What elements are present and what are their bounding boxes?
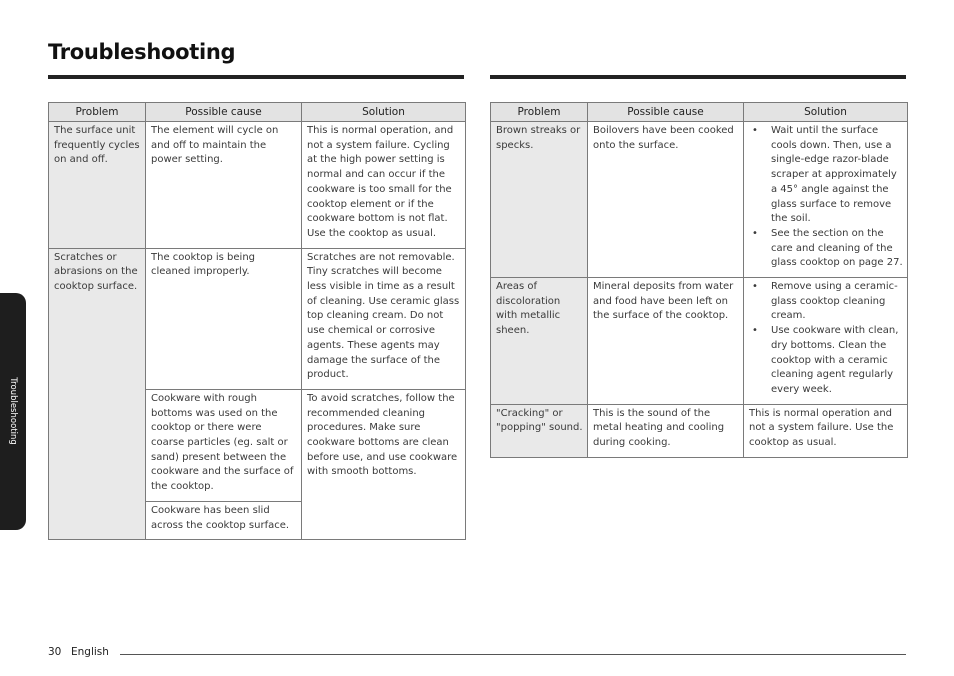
language-label: English <box>71 646 109 658</box>
troubleshooting-table-right <box>490 102 908 458</box>
column-header-cause: Possible cause <box>588 103 744 122</box>
cause-cell: The element will cycle on and off to maintain the power setting. <box>146 122 302 249</box>
table-row <box>491 404 908 457</box>
solution-cell: This is normal operation and not a system failure. Use the cooktop as usual. <box>744 404 908 457</box>
cause-cell: Mineral deposits from water and food have been left on the surface of the cooktop. <box>588 278 744 405</box>
solution-bullet-list <box>749 124 903 271</box>
solution-cell: This is normal operation, and not a system failure. Cycling at the high power setting is normal and can occur if the cookware is too small for the cooktop element or if the cookware bottom is not flat. Use the cooktop as usual. <box>302 122 466 249</box>
column-header-cause: Possible cause <box>146 103 302 122</box>
solution-cell <box>744 278 908 405</box>
column-header-solution: Solution <box>744 103 908 122</box>
troubleshooting-table-left <box>48 102 466 540</box>
solution-cell <box>744 122 908 278</box>
solution-bullet-text: See the section on the care and cleaning of the glass cooktop on page <box>771 227 893 269</box>
solution-cell: Scratches are not removable. Tiny scratches will become less visible in time as a result of cleaning. Use ceramic glass top cleaning cream. Do not use chemical or corrosive agents. These agents may damage the surface of the product. <box>302 248 466 389</box>
column-header-problem: Problem <box>491 103 588 122</box>
table-row <box>49 122 466 249</box>
column-header-problem: Problem <box>49 103 146 122</box>
table-row <box>491 122 908 278</box>
solution-bullet <box>771 227 903 271</box>
cause-cell: The cooktop is being cleaned improperly. <box>146 248 302 389</box>
column-header-solution: Solution <box>302 103 466 122</box>
page-title: Troubleshooting <box>48 40 236 64</box>
cause-cell: This is the sound of the metal heating and cooling during cooking. <box>588 404 744 457</box>
problem-cell: The surface unit frequently cycles on and off. <box>49 122 146 249</box>
problem-cell: Scratches or abrasions on the cooktop surface. <box>49 248 146 540</box>
solution-cell: To avoid scratches, follow the recommended cleaning procedures. Make sure cookware bottoms are clean before use, and use cookware with smooth bottoms. <box>302 389 466 539</box>
solution-bullet: • Remove using a ceramic-glass cooktop cleaning cream. <box>771 280 903 324</box>
page-number: 30 <box>48 646 62 658</box>
table-row <box>491 278 908 405</box>
solution-bullet-end: . <box>899 257 903 269</box>
cause-cell: Cookware with rough bottoms was used on the cooktop or there were coarse particles (eg. salt or sand) present between the cookware and the surface of the cooktop. <box>146 389 302 501</box>
problem-cell: Brown streaks or specks. <box>491 122 588 278</box>
footer-rule <box>120 654 906 655</box>
page-reference-link[interactable]: 27 <box>886 257 900 269</box>
cause-cell: Cookware has been slid across the cooktop surface. <box>146 501 302 539</box>
problem-cell: "Cracking" or "popping" sound. <box>491 404 588 457</box>
title-rule-left <box>48 75 464 79</box>
cause-cell: Boilovers have been cooked onto the surface. <box>588 122 744 278</box>
side-tab-label: Troubleshooting <box>8 377 18 445</box>
table-header-row <box>491 103 908 122</box>
solution-bullet-list <box>749 280 903 398</box>
title-rule-right <box>490 75 906 79</box>
solution-bullet: • Wait until the surface cools down. Then, use a single-edge razor-blade scraper at approximately a 45° angle against the glass surface to remove the soil. <box>771 124 903 227</box>
solution-bullet: • Use cookware with clean, dry bottoms. Clean the cooktop with a ceramic cleaning agent regularly every week. <box>771 324 903 398</box>
table-row <box>49 248 466 389</box>
table-header-row <box>49 103 466 122</box>
problem-cell: Areas of discoloration with metallic sheen. <box>491 278 588 405</box>
